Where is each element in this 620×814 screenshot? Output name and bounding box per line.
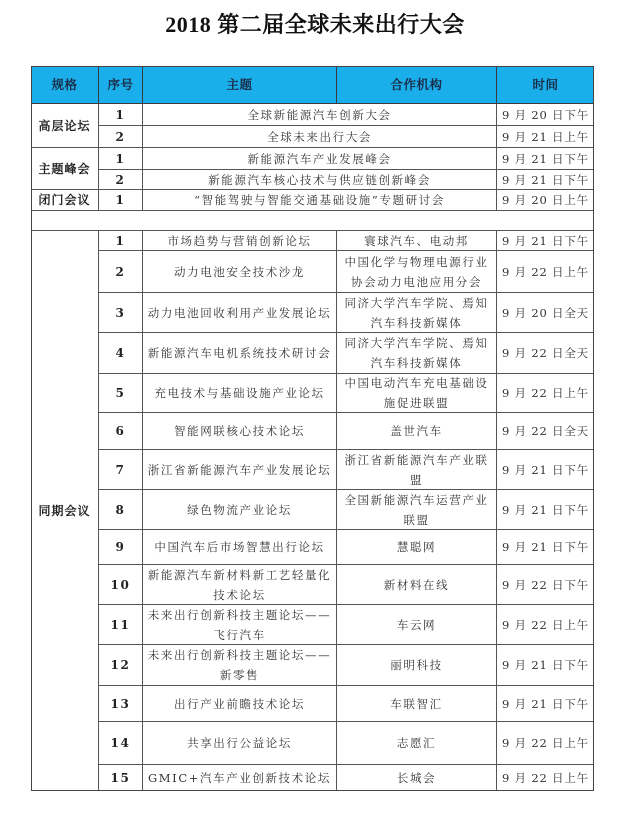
- row-topic: 新能源汽车电机系统技术研讨会: [143, 333, 337, 374]
- group-label-concurrent-meetings: 同期会议: [31, 231, 99, 791]
- row-time: 9 月 22 日全天: [497, 333, 594, 374]
- row-time: 9 月 21 日下午: [497, 231, 594, 251]
- row-topic: 新能源汽车新材料新工艺轻量化技术论坛: [143, 565, 337, 605]
- row-index: 2: [99, 126, 143, 148]
- row-topic: 全球新能源汽车创新大会: [143, 104, 497, 126]
- row-time: 9 月 21 日下午: [497, 645, 594, 686]
- row-topic: 市场趋势与营销创新论坛: [143, 231, 337, 251]
- page-title: 2018 第二届全球未来出行大会: [165, 12, 465, 37]
- row-index: 1: [99, 231, 143, 251]
- row-topic: 未来出行创新科技主题论坛——新零售: [143, 645, 337, 686]
- schedule-table: [31, 66, 594, 791]
- row-partner: 车云网: [337, 605, 497, 645]
- row-topic: 动力电池安全技术沙龙: [143, 251, 337, 293]
- row-time: 9 月 21 日下午: [497, 490, 594, 530]
- row-topic: 充电技术与基础设施产业论坛: [143, 374, 337, 413]
- row-partner: 中国化学与物理电源行业协会动力电池应用分会: [337, 251, 497, 293]
- row-topic: 未来出行创新科技主题论坛——飞行汽车: [143, 605, 337, 645]
- blank-separator-row: [31, 211, 594, 231]
- row-partner: 寰球汽车、电动邦: [337, 231, 497, 251]
- row-time: 9 月 20 日全天: [497, 293, 594, 333]
- row-partner: 盖世汽车: [337, 413, 497, 450]
- row-topic: 全球未来出行大会: [143, 126, 497, 148]
- row-index: 8: [99, 490, 143, 530]
- row-index: 1: [99, 148, 143, 170]
- group-label-high-level-forum: 高层论坛: [31, 104, 99, 148]
- row-index: 13: [99, 686, 143, 722]
- row-partner: 中国电动汽车充电基础设施促进联盟: [337, 374, 497, 413]
- row-topic: 共享出行公益论坛: [143, 722, 337, 765]
- row-time: 9 月 21 日下午: [497, 170, 594, 190]
- row-time: 9 月 22 日上午: [497, 251, 594, 293]
- row-index: 10: [99, 565, 143, 605]
- row-time: 9 月 22 日上午: [502, 771, 589, 785]
- row-time: 9 月 20 日下午: [497, 104, 594, 126]
- row-index: 14: [99, 722, 143, 765]
- row-time: 9 月 22 日上午: [497, 374, 594, 413]
- row-index: 6: [99, 413, 143, 450]
- row-topic: 中国汽车后市场智慧出行论坛: [143, 530, 337, 565]
- row-partner: 车联智汇: [337, 686, 497, 722]
- header-time: 时间: [497, 66, 594, 104]
- row-time: 9 月 21 日下午: [497, 148, 594, 170]
- row-time: 9 月 20 日上午: [497, 190, 594, 211]
- row-topic: 新能源汽车核心技术与供应链创新峰会: [143, 170, 497, 190]
- header-category: 规格: [31, 66, 99, 104]
- row-time: 9 月 21 日下午: [497, 530, 594, 565]
- row-partner: 浙江省新能源汽车产业联盟: [337, 450, 497, 490]
- group-label-theme-summit: 主题峰会: [31, 148, 99, 190]
- row-index: 2: [99, 251, 143, 293]
- row-topic: 出行产业前瞻技术论坛: [143, 686, 337, 722]
- row-topic: 新能源汽车产业发展峰会: [143, 148, 497, 170]
- row-partner: 志愿汇: [337, 722, 497, 765]
- row-partner: 全国新能源汽车运营产业联盟: [337, 490, 497, 530]
- row-index: 4: [99, 333, 143, 374]
- row-index: 1: [99, 104, 143, 126]
- row-time: 9 月 22 日全天: [497, 413, 594, 450]
- header-partner: 合作机构: [337, 66, 497, 104]
- header-topic: 主题: [143, 66, 337, 104]
- row-index: 15: [99, 765, 143, 791]
- row-topic: “智能驾驶与智能交通基础设施”专题研讨会: [143, 190, 497, 211]
- row-index: 1: [99, 190, 143, 211]
- row-time: 9 月 21 日下午: [497, 450, 594, 490]
- row-topic: GMIC+汽车产业创新技术论坛: [143, 765, 337, 791]
- row-time: 9 月 21 日上午: [497, 126, 594, 148]
- row-topic: 浙江省新能源汽车产业发展论坛: [143, 450, 337, 490]
- row-partner: 同济大学汽车学院、焉知汽车科技新媒体: [337, 293, 497, 333]
- row-index: 11: [99, 605, 143, 645]
- row-partner: 长城会: [337, 765, 497, 791]
- row-index: 12: [99, 645, 143, 686]
- row-index: 5: [99, 374, 143, 413]
- row-topic: 绿色物流产业论坛: [143, 490, 337, 530]
- row-partner: 丽明科技: [337, 645, 497, 686]
- row-time: 9 月 22 日上午: [497, 605, 594, 645]
- row-topic: 动力电池回收利用产业发展论坛: [143, 293, 337, 333]
- row-partner: 慧聪网: [337, 530, 497, 565]
- row-topic: 智能网联核心技术论坛: [143, 413, 337, 450]
- row-index: 9: [99, 530, 143, 565]
- header-index: 序号: [99, 66, 143, 104]
- row-partner: 新材料在线: [337, 565, 497, 605]
- row-time: 9 月 22 日下午: [497, 565, 594, 605]
- row-partner: 同济大学汽车学院、焉知汽车科技新媒体: [337, 333, 497, 374]
- row-time: 9 月 21 日下午: [497, 686, 594, 722]
- group-label-closed-meeting: 闭门会议: [31, 190, 99, 211]
- row-index: 3: [99, 293, 143, 333]
- row-index: 2: [99, 170, 143, 190]
- row-time: 9 月 22 日上午: [497, 722, 594, 765]
- row-index: 7: [99, 450, 143, 490]
